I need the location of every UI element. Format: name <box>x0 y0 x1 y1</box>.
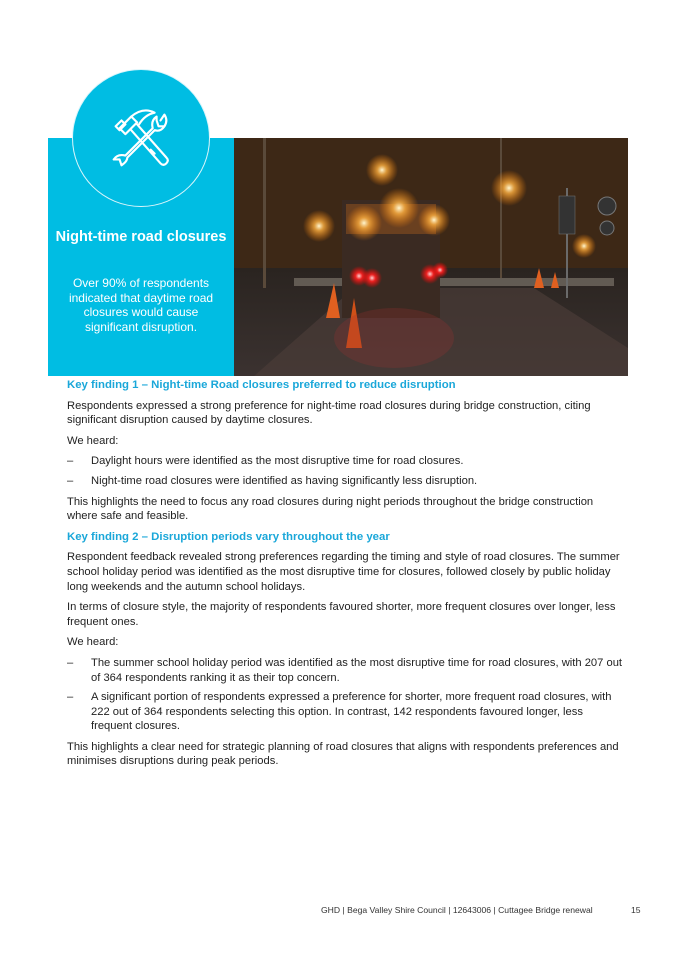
night-roadworks-photo <box>234 138 628 376</box>
findings-content <box>67 378 623 775</box>
dash-bullet: – <box>67 691 74 704</box>
callout-title: Night-time road closures <box>55 229 227 245</box>
bullet-list <box>67 656 623 734</box>
we-heard-label: We heard: <box>67 636 119 649</box>
list-item: – Night-time road closures were identified as having significantly less disruption. <box>67 474 478 487</box>
hero-banner <box>48 138 628 376</box>
list-item: – A significant portion of respondents expressed a preference for shorter, more frequent road closures, with 222 out of 364 respondents selecting this option. In contrast, 142 respondents favoured longer, less frequent closures. <box>67 691 612 733</box>
hammer-wrench-icon <box>102 99 180 177</box>
section-heading: Key finding 2 – Disruption periods vary throughout the year <box>67 530 390 543</box>
section-heading: Key finding 1 – Night-time Road closures preferred to reduce disruption <box>67 379 456 391</box>
page-number: 15 <box>631 905 641 915</box>
hero-photo <box>234 138 628 376</box>
key-finding-1 <box>67 378 623 524</box>
paragraph: In terms of closure style, the majority of respondents favoured shorter, more frequent closures over longer, less frequent ones. <box>67 601 616 628</box>
dash-bullet: – <box>67 474 74 487</box>
page-footer: GHD | Bega Valley Shire Council | 12643006 | Cuttagee Bridge renewal <box>321 905 593 915</box>
callout-body: Over 90% of respondents indicated that daytime road closures would cause significant disruption. <box>68 276 214 334</box>
paragraph: This highlights a clear need for strategic planning of road closures that aligns with respondents preferences and minimises disruptions during peak periods. <box>67 740 619 768</box>
icon-circle <box>72 69 210 207</box>
paragraph: This highlights the need to focus any road closures during night periods throughout the bridge construction where safe and feasible. <box>67 495 594 523</box>
key-finding-2 <box>67 530 623 769</box>
paragraph: Respondents expressed a strong preference for night-time road closures during bridge construction, citing significant disruption caused by daytime closures. <box>67 399 591 427</box>
list-item: – The summer school holiday period was identified as the most disruptive time for road closures, with 207 out of 364 respondents ranking it as their top concern. <box>67 656 623 684</box>
dash-bullet: – <box>67 656 74 669</box>
bullet-list <box>67 454 623 488</box>
dash-bullet: – <box>67 455 74 468</box>
list-item: – Daylight hours were identified as the most disruptive time for road closures. <box>67 455 464 468</box>
paragraph: Respondent feedback revealed strong preferences regarding the timing and style of road closures. The summer school holiday period was identified as the most disruptive time for closures, followed closely by public holiday long weekends and the autumn school holidays. <box>67 551 620 593</box>
we-heard-label: We heard: <box>67 434 119 447</box>
